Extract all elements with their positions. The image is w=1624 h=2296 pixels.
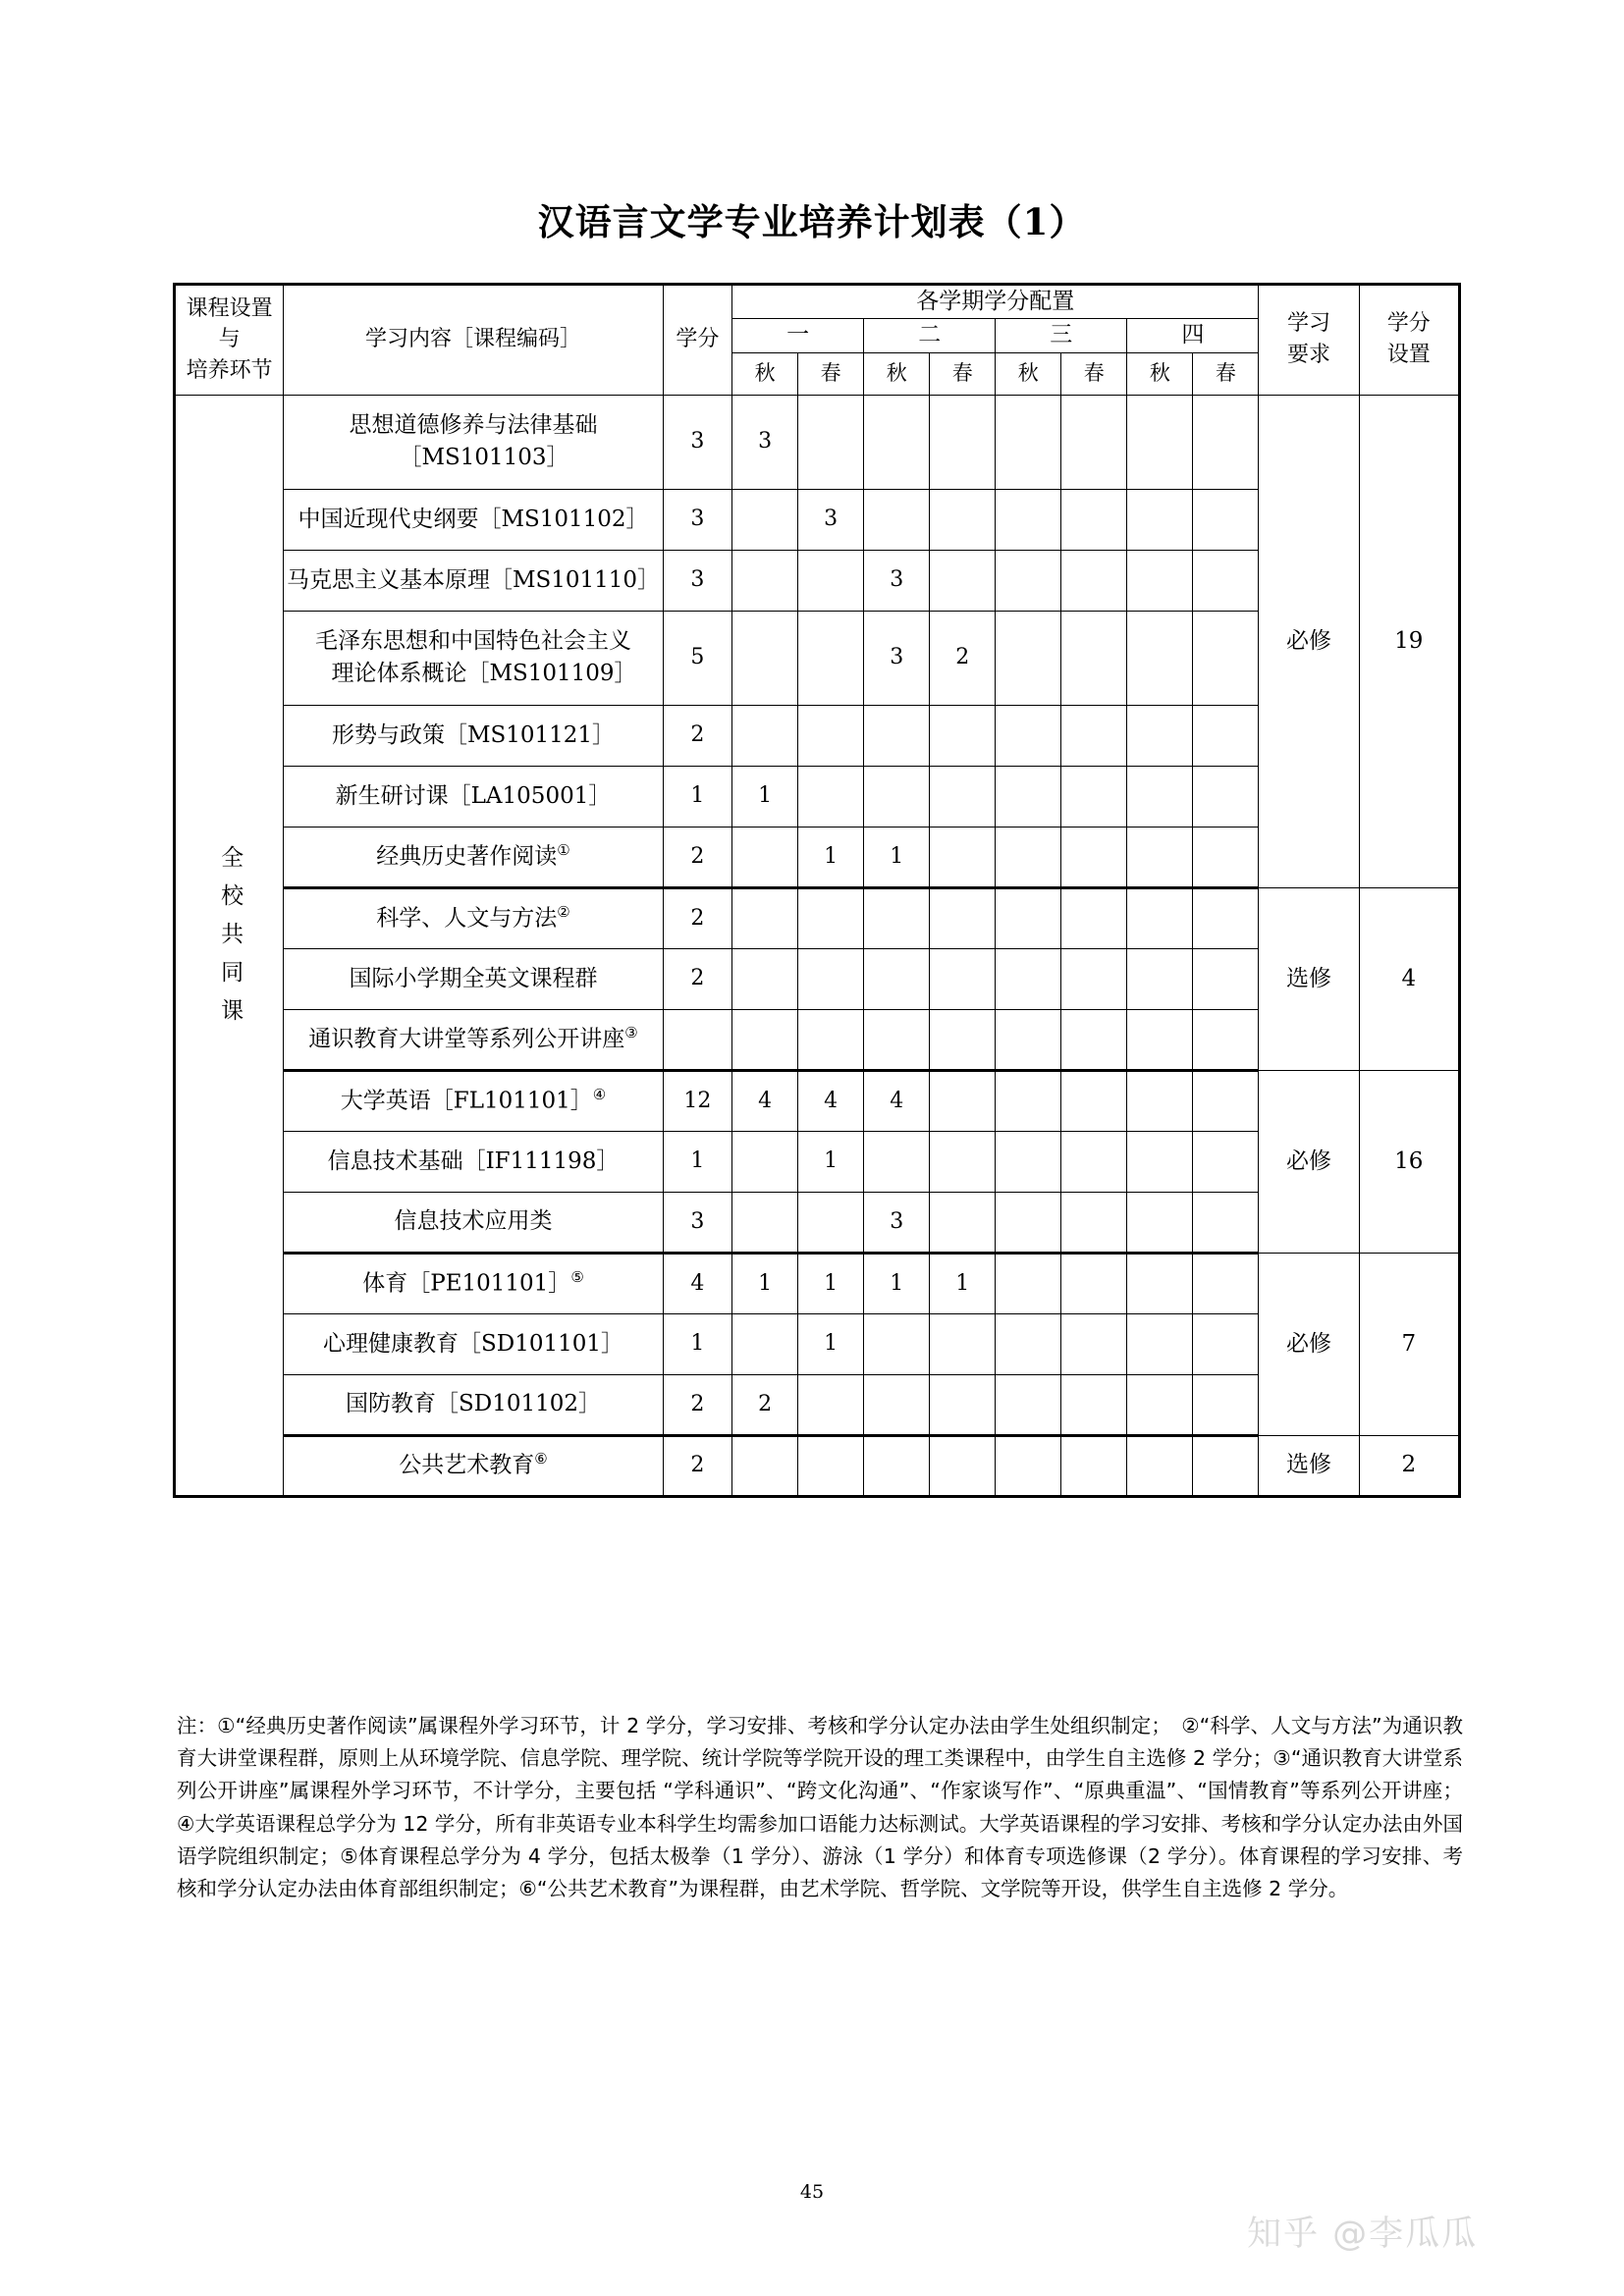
header-season-6: 春	[1061, 352, 1127, 395]
course-name-cell	[284, 1374, 663, 1435]
course-name-cell	[284, 827, 663, 887]
semester-credit-cell: 1	[930, 1253, 996, 1313]
requirement-cell: 必修	[1259, 395, 1359, 887]
semester-credit-cell	[864, 705, 930, 766]
semester-credit-cell	[1193, 1192, 1259, 1253]
semester-credit-cell	[930, 489, 996, 550]
semester-credit-cell: 1	[798, 1313, 864, 1374]
semester-credit-cell	[732, 611, 798, 705]
semester-credit-cell	[732, 1435, 798, 1496]
semester-credit-cell	[1061, 1313, 1127, 1374]
header-season-4: 春	[930, 352, 996, 395]
semester-credit-cell	[732, 1009, 798, 1070]
semester-credit-cell	[996, 827, 1061, 887]
semester-credit-cell: 1	[798, 1131, 864, 1192]
total-credit-cell: 16	[1359, 1070, 1459, 1253]
semester-credit-cell	[864, 489, 930, 550]
header-season-2: 春	[798, 352, 864, 395]
semester-credit-cell	[1061, 489, 1127, 550]
requirement-cell: 选修	[1259, 1435, 1359, 1496]
header-season-3: 秋	[864, 352, 930, 395]
credit-cell: 5	[663, 611, 731, 705]
header-category: 课程设置 与 培养环节	[175, 285, 284, 396]
course-name-line-1: 经典历史著作阅读	[376, 843, 558, 870]
semester-credit-cell	[1127, 766, 1193, 827]
course-name-line-1: 信息技术基础［IF111198］	[327, 1148, 620, 1174]
semester-credit-cell	[864, 1131, 930, 1192]
semester-credit-cell: 3	[798, 489, 864, 550]
credit-cell: 2	[663, 1374, 731, 1435]
course-name-line-1: 通识教育大讲堂等系列公开讲座	[308, 1026, 625, 1052]
watermark: 知乎 @李瓜瓜	[1247, 2215, 1479, 2254]
credit-cell: 2	[663, 827, 731, 887]
semester-credit-cell	[1127, 1313, 1193, 1374]
semester-credit-cell: 4	[798, 1070, 864, 1131]
semester-credit-cell	[1193, 1435, 1259, 1496]
course-name-line-1: 马克思主义基本原理［MS101110］	[286, 566, 661, 593]
semester-credit-cell	[1061, 887, 1127, 948]
curriculum-table	[173, 283, 1461, 1498]
semester-credit-cell	[732, 1131, 798, 1192]
course-name-line-1: 公共艺术教育	[399, 1452, 535, 1478]
credit-cell: 12	[663, 1070, 731, 1131]
semester-credit-cell	[732, 1192, 798, 1253]
footnote-marker: ③	[624, 1023, 638, 1041]
requirement-cell: 必修	[1259, 1253, 1359, 1435]
semester-credit-cell	[1061, 1192, 1127, 1253]
semester-credit-cell	[798, 1435, 864, 1496]
credit-cell: 2	[663, 705, 731, 766]
requirement-cell: 必修	[1259, 1070, 1359, 1253]
semester-credit-cell	[864, 1435, 930, 1496]
semester-credit-cell: 1	[864, 1253, 930, 1313]
semester-credit-cell: 3	[864, 1192, 930, 1253]
semester-credit-cell	[798, 611, 864, 705]
course-name-line-1: 国际小学期全英文课程群	[349, 965, 598, 991]
semester-credit-cell: 3	[732, 395, 798, 489]
semester-credit-cell	[864, 766, 930, 827]
semester-credit-cell	[996, 1313, 1061, 1374]
semester-credit-cell	[732, 705, 798, 766]
semester-credit-cell	[996, 887, 1061, 948]
semester-credit-cell	[1061, 766, 1127, 827]
semester-credit-cell	[996, 1009, 1061, 1070]
header-season-1: 秋	[732, 352, 798, 395]
semester-credit-cell: 3	[864, 611, 930, 705]
semester-credit-cell	[1127, 489, 1193, 550]
header-content: 学习内容［课程编码］	[284, 285, 663, 396]
semester-credit-cell	[930, 766, 996, 827]
semester-credit-cell	[732, 887, 798, 948]
semester-credit-cell	[1193, 1131, 1259, 1192]
semester-credit-cell	[1127, 948, 1193, 1009]
semester-credit-cell	[1127, 1192, 1193, 1253]
header-semester-group: 各学期学分配置	[732, 285, 1259, 319]
header-requirement: 学习 要求	[1259, 285, 1359, 396]
semester-credit-cell	[1061, 1070, 1127, 1131]
semester-credit-cell	[732, 948, 798, 1009]
header-year-1: 一	[732, 319, 864, 352]
semester-credit-cell	[1193, 1253, 1259, 1313]
footnote-marker: ④	[592, 1085, 607, 1103]
semester-credit-cell	[864, 948, 930, 1009]
semester-credit-cell	[798, 705, 864, 766]
semester-credit-cell	[1127, 1253, 1193, 1313]
semester-credit-cell	[1193, 550, 1259, 611]
course-name-line-1: 大学英语［FL101101］	[340, 1088, 593, 1114]
credit-cell: 3	[663, 489, 731, 550]
credit-cell: 1	[663, 766, 731, 827]
table-body	[175, 395, 1460, 1496]
semester-credit-cell	[996, 1070, 1061, 1131]
semester-credit-cell	[1193, 489, 1259, 550]
semester-credit-cell	[864, 395, 930, 489]
semester-credit-cell	[1061, 705, 1127, 766]
semester-credit-cell	[1193, 887, 1259, 948]
course-name-line-1: 体育［PE101101］	[362, 1270, 571, 1297]
semester-credit-cell	[1061, 1131, 1127, 1192]
course-name-line-1: 形势与政策［MS101121］	[331, 721, 616, 748]
header-season-5: 秋	[996, 352, 1061, 395]
semester-credit-cell	[1061, 1009, 1127, 1070]
footnote-marker: ②	[557, 902, 570, 921]
total-credit-cell: 4	[1359, 887, 1459, 1070]
course-name-cell	[284, 611, 663, 705]
course-name-line-1: 中国近现代史纲要［MS101102］	[298, 506, 649, 532]
page-number: 45	[799, 2181, 825, 2203]
semester-credit-cell	[930, 887, 996, 948]
semester-credit-cell	[1127, 395, 1193, 489]
table-row	[175, 1253, 1460, 1313]
semester-credit-cell	[864, 1009, 930, 1070]
semester-credit-cell	[1127, 1374, 1193, 1435]
table-row	[175, 887, 1460, 948]
semester-credit-cell	[930, 1435, 996, 1496]
footnote-marker: ①	[557, 840, 570, 859]
semester-credit-cell	[798, 1192, 864, 1253]
course-name-cell	[284, 1070, 663, 1131]
course-name-line-1: 思想道德修养与法律基础	[349, 411, 598, 438]
footnote-marker: ⑥	[534, 1450, 548, 1468]
total-credit-cell: 2	[1359, 1435, 1459, 1496]
course-name-cell	[284, 1435, 663, 1496]
total-credit-cell: 19	[1359, 395, 1459, 887]
course-name-cell	[284, 887, 663, 948]
semester-credit-cell	[996, 1131, 1061, 1192]
course-name-cell	[284, 1253, 663, 1313]
semester-credit-cell	[732, 550, 798, 611]
semester-credit-cell	[732, 827, 798, 887]
semester-credit-cell	[864, 1313, 930, 1374]
credit-cell: 2	[663, 948, 731, 1009]
semester-credit-cell	[930, 1009, 996, 1070]
semester-credit-cell	[996, 705, 1061, 766]
semester-credit-cell	[1127, 1009, 1193, 1070]
category-cell	[175, 395, 284, 1496]
course-name-line-1: 心理健康教育［SD101101］	[323, 1330, 623, 1357]
semester-credit-cell	[1193, 395, 1259, 489]
semester-credit-cell	[798, 550, 864, 611]
table-row	[175, 1435, 1460, 1496]
semester-credit-cell	[1127, 550, 1193, 611]
course-name-line-1: 科学、人文与方法	[376, 905, 558, 932]
semester-credit-cell	[996, 611, 1061, 705]
credit-cell: 2	[663, 887, 731, 948]
semester-credit-cell: 2	[930, 611, 996, 705]
course-name-cell	[284, 1313, 663, 1374]
semester-credit-cell	[1193, 948, 1259, 1009]
semester-credit-cell	[1193, 705, 1259, 766]
semester-credit-cell	[1193, 1009, 1259, 1070]
semester-credit-cell	[1061, 550, 1127, 611]
semester-credit-cell	[1193, 766, 1259, 827]
course-name-cell	[284, 766, 663, 827]
semester-credit-cell	[864, 887, 930, 948]
semester-credit-cell	[1127, 1435, 1193, 1496]
semester-credit-cell	[996, 766, 1061, 827]
semester-credit-cell	[864, 1374, 930, 1435]
course-name-cell	[284, 1192, 663, 1253]
semester-credit-cell	[996, 1192, 1061, 1253]
footnotes-text: 注：①“经典历史著作阅读”属课程外学习环节，计 2 学分，学习安排、考核和学分认定办法由学生处组织制定； ②“科学、人文与方法”为通识教育大讲堂课程群，原则上从环境学院、信息学院、理学院、统计学院等学院开设的理工类课程中，由学生自主选修 2 学分；③“通识教育大讲堂系列公开讲座”属课程外学习环节，不计学分，主要包括 “学科通识”、“跨文化沟通”、“作家谈写作”、“原典重温”、“国情教育”等系列公开讲座；④大学英语课程总学分为 12 学分，所有非英语专业本科学生均需参加口语能力达标测试。大学英语课程的学习安排、考核和学分认定办法由外国语学院组织制定；⑤体育课程总学分为 4 学分，包括太极拳（1 学分）、游泳（1 学分）和体育专项选修课（2 学分）。体育课程的学习安排、考核和学分认定办法由体育部组织制定；⑥“公共艺术教育”为课程群，由艺术学院、哲学院、文学院等开设，供学生自主选修 2 学分。	[177, 1714, 1463, 1901]
semester-credit-cell	[798, 1374, 864, 1435]
semester-credit-cell: 3	[864, 550, 930, 611]
semester-credit-cell	[996, 1253, 1061, 1313]
semester-credit-cell	[1061, 948, 1127, 1009]
course-name-cell	[284, 489, 663, 550]
course-name-cell	[284, 705, 663, 766]
semester-credit-cell: 1	[798, 1253, 864, 1313]
course-name-line-2: 理论体系概论［MS101109］	[331, 661, 637, 687]
semester-credit-cell	[996, 1435, 1061, 1496]
semester-credit-cell	[1193, 611, 1259, 705]
semester-credit-cell	[996, 489, 1061, 550]
header-year-2: 二	[864, 319, 996, 352]
header-year-3: 三	[996, 319, 1127, 352]
semester-credit-cell	[1127, 1131, 1193, 1192]
semester-credit-cell	[1061, 1435, 1127, 1496]
semester-credit-cell	[798, 1009, 864, 1070]
semester-credit-cell	[732, 1313, 798, 1374]
semester-credit-cell	[1193, 1374, 1259, 1435]
category-label: 全校共同课	[217, 844, 244, 1037]
credit-cell: 3	[663, 550, 731, 611]
course-name-line-1: 信息技术应用类	[394, 1208, 553, 1235]
table-header	[175, 285, 1460, 396]
course-name-cell	[284, 1131, 663, 1192]
semester-credit-cell	[930, 395, 996, 489]
semester-credit-cell: 4	[732, 1070, 798, 1131]
semester-credit-cell	[1127, 611, 1193, 705]
course-name-line-1: 毛泽东思想和中国特色社会主义	[315, 627, 631, 654]
course-name-line-2: ［MS101103］	[399, 445, 569, 471]
semester-credit-cell	[1061, 827, 1127, 887]
course-name-cell	[284, 1009, 663, 1070]
semester-credit-cell: 4	[864, 1070, 930, 1131]
header-credit: 学分	[663, 285, 731, 396]
semester-credit-cell	[930, 1313, 996, 1374]
curriculum-table-container	[173, 283, 1461, 1498]
semester-credit-cell	[1193, 827, 1259, 887]
semester-credit-cell: 1	[732, 766, 798, 827]
credit-cell: 3	[663, 1192, 731, 1253]
semester-credit-cell	[798, 948, 864, 1009]
credit-cell: 4	[663, 1253, 731, 1313]
semester-credit-cell	[798, 887, 864, 948]
header-season-7: 秋	[1127, 352, 1193, 395]
total-credit-cell: 7	[1359, 1253, 1459, 1435]
semester-credit-cell	[996, 1374, 1061, 1435]
semester-credit-cell	[1193, 1313, 1259, 1374]
semester-credit-cell	[798, 395, 864, 489]
semester-credit-cell	[930, 705, 996, 766]
semester-credit-cell	[996, 395, 1061, 489]
footnote-marker: ⑤	[570, 1267, 584, 1286]
semester-credit-cell	[1127, 887, 1193, 948]
semester-credit-cell	[930, 948, 996, 1009]
credit-cell	[663, 1009, 731, 1070]
table-row	[175, 395, 1460, 489]
header-year-4: 四	[1127, 319, 1259, 352]
semester-credit-cell: 1	[732, 1253, 798, 1313]
semester-credit-cell	[1127, 1070, 1193, 1131]
semester-credit-cell	[930, 1070, 996, 1131]
requirement-cell: 选修	[1259, 887, 1359, 1070]
semester-credit-cell	[930, 1131, 996, 1192]
semester-credit-cell: 2	[732, 1374, 798, 1435]
semester-credit-cell: 1	[864, 827, 930, 887]
semester-credit-cell	[930, 1374, 996, 1435]
course-name-line-1: 新生研讨课［LA105001］	[335, 782, 612, 809]
course-name-cell	[284, 395, 663, 489]
semester-credit-cell	[1127, 705, 1193, 766]
credit-cell: 3	[663, 395, 731, 489]
semester-credit-cell	[996, 948, 1061, 1009]
semester-credit-cell	[996, 550, 1061, 611]
course-name-line-1: 国防教育［SD101102］	[346, 1391, 601, 1417]
credit-cell: 1	[663, 1313, 731, 1374]
semester-credit-cell	[798, 766, 864, 827]
header-total-credit: 学分 设置	[1359, 285, 1459, 396]
semester-credit-cell	[930, 827, 996, 887]
credit-cell: 1	[663, 1131, 731, 1192]
table-row	[175, 1070, 1460, 1131]
course-name-cell	[284, 550, 663, 611]
semester-credit-cell	[1193, 1070, 1259, 1131]
semester-credit-cell	[1061, 611, 1127, 705]
semester-credit-cell	[732, 489, 798, 550]
course-name-cell	[284, 948, 663, 1009]
semester-credit-cell	[1061, 1253, 1127, 1313]
footnotes	[177, 1710, 1463, 1905]
credit-cell: 2	[663, 1435, 731, 1496]
semester-credit-cell	[930, 550, 996, 611]
semester-credit-cell	[1127, 827, 1193, 887]
semester-credit-cell	[930, 1192, 996, 1253]
semester-credit-cell	[1061, 395, 1127, 489]
page-title: 汉语言文学专业培养计划表（1）	[537, 200, 1087, 243]
semester-credit-cell	[1061, 1374, 1127, 1435]
semester-credit-cell: 1	[798, 827, 864, 887]
header-season-8: 春	[1193, 352, 1259, 395]
